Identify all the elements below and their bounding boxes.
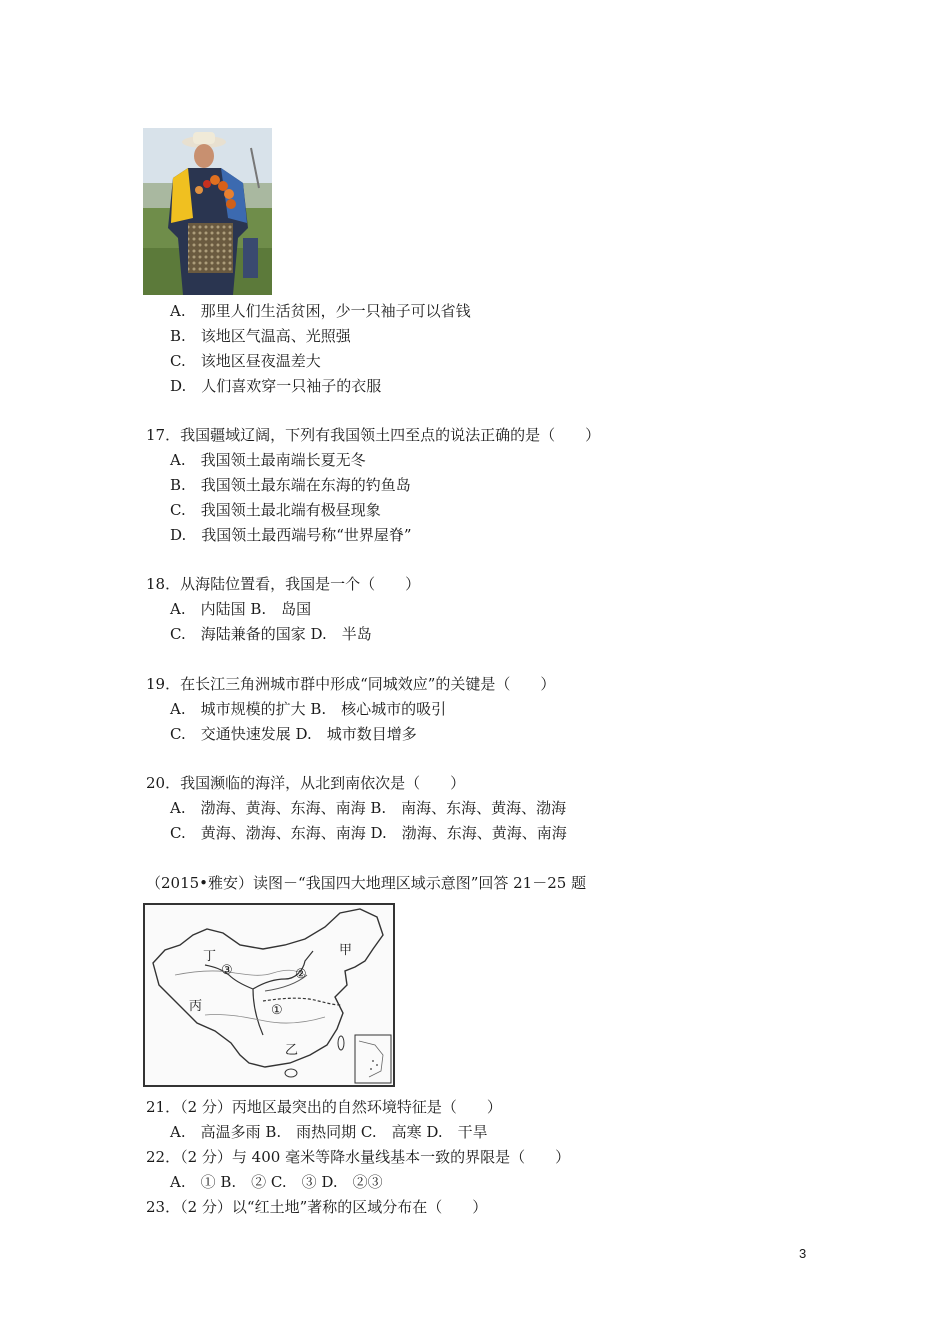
map-circle-3: ③ bbox=[221, 963, 233, 978]
map-label-bing: 丙 bbox=[189, 999, 203, 1014]
q23-stem: 23．（2 分）以“红土地”著称的区域分布在（ ） bbox=[146, 1198, 488, 1216]
q17-option-b: B. 我国领土最东端在东海的钓鱼岛 bbox=[170, 476, 411, 494]
q22-options: A. ① B. ② C. ③ D. ②③ bbox=[170, 1173, 383, 1191]
map-label-yi: 乙 bbox=[285, 1043, 299, 1058]
q16-option-c: C. 该地区昼夜温差大 bbox=[170, 352, 321, 370]
page-number: 3 bbox=[799, 1246, 807, 1261]
map-label-jia: 甲 bbox=[339, 943, 353, 958]
q16-option-d: D. 人们喜欢穿一只袖子的衣服 bbox=[170, 377, 382, 395]
q20-options-cd: C. 黄海、渤海、东海、南海 D. 渤海、东海、黄海、南海 bbox=[170, 824, 567, 842]
q19-options-cd: C. 交通快速发展 D. 城市数目增多 bbox=[170, 725, 417, 743]
question-photo bbox=[143, 128, 272, 295]
q17-option-d: D. 我国领土最西端号称“世界屋脊” bbox=[170, 526, 412, 544]
q18-options-cd: C. 海陆兼备的国家 D. 半岛 bbox=[170, 625, 372, 643]
section-intro: （2015•雅安）读图－“我国四大地理区域示意图”回答 21－25 题 bbox=[146, 874, 587, 892]
q20-stem: 20．我国濒临的海洋，从北到南依次是（ ） bbox=[146, 774, 466, 792]
q17-stem: 17．我国疆域辽阔，下列有我国领土四至点的说法正确的是（ ） bbox=[146, 426, 601, 444]
q19-stem: 19．在长江三角洲城市群中形成“同城效应”的关键是（ ） bbox=[146, 675, 556, 693]
map-label-ding: 丁 bbox=[203, 949, 217, 964]
map-circle-1: ① bbox=[271, 1003, 283, 1018]
q18-stem: 18．从海陆位置看，我国是一个（ ） bbox=[146, 575, 421, 593]
q22-stem: 22．（2 分）与 400 毫米等降水量线基本一致的界限是（ ） bbox=[146, 1148, 571, 1166]
q16-option-a: A. 那里人们生活贫困，少一只袖子可以省钱 bbox=[170, 302, 471, 320]
q17-option-c: C. 我国领土最北端有极昼现象 bbox=[170, 501, 381, 519]
q21-options: A. 高温多雨 B. 雨热同期 C. 高寒 D. 干旱 bbox=[170, 1123, 488, 1141]
q16-option-b: B. 该地区气温高、光照强 bbox=[170, 327, 351, 345]
map-circle-2: ② bbox=[295, 967, 307, 982]
q21-stem: 21．（2 分）丙地区最突出的自然环境特征是（ ） bbox=[146, 1098, 502, 1116]
q17-option-a: A. 我国领土最南端长夏无冬 bbox=[170, 451, 366, 469]
china-regions-map bbox=[143, 903, 395, 1087]
q18-options-ab: A. 内陆国 B. 岛国 bbox=[170, 600, 312, 618]
q19-options-ab: A. 城市规模的扩大 B. 核心城市的吸引 bbox=[170, 700, 447, 718]
q20-options-ab: A. 渤海、黄海、东海、南海 B. 南海、东海、黄海、渤海 bbox=[170, 799, 567, 817]
